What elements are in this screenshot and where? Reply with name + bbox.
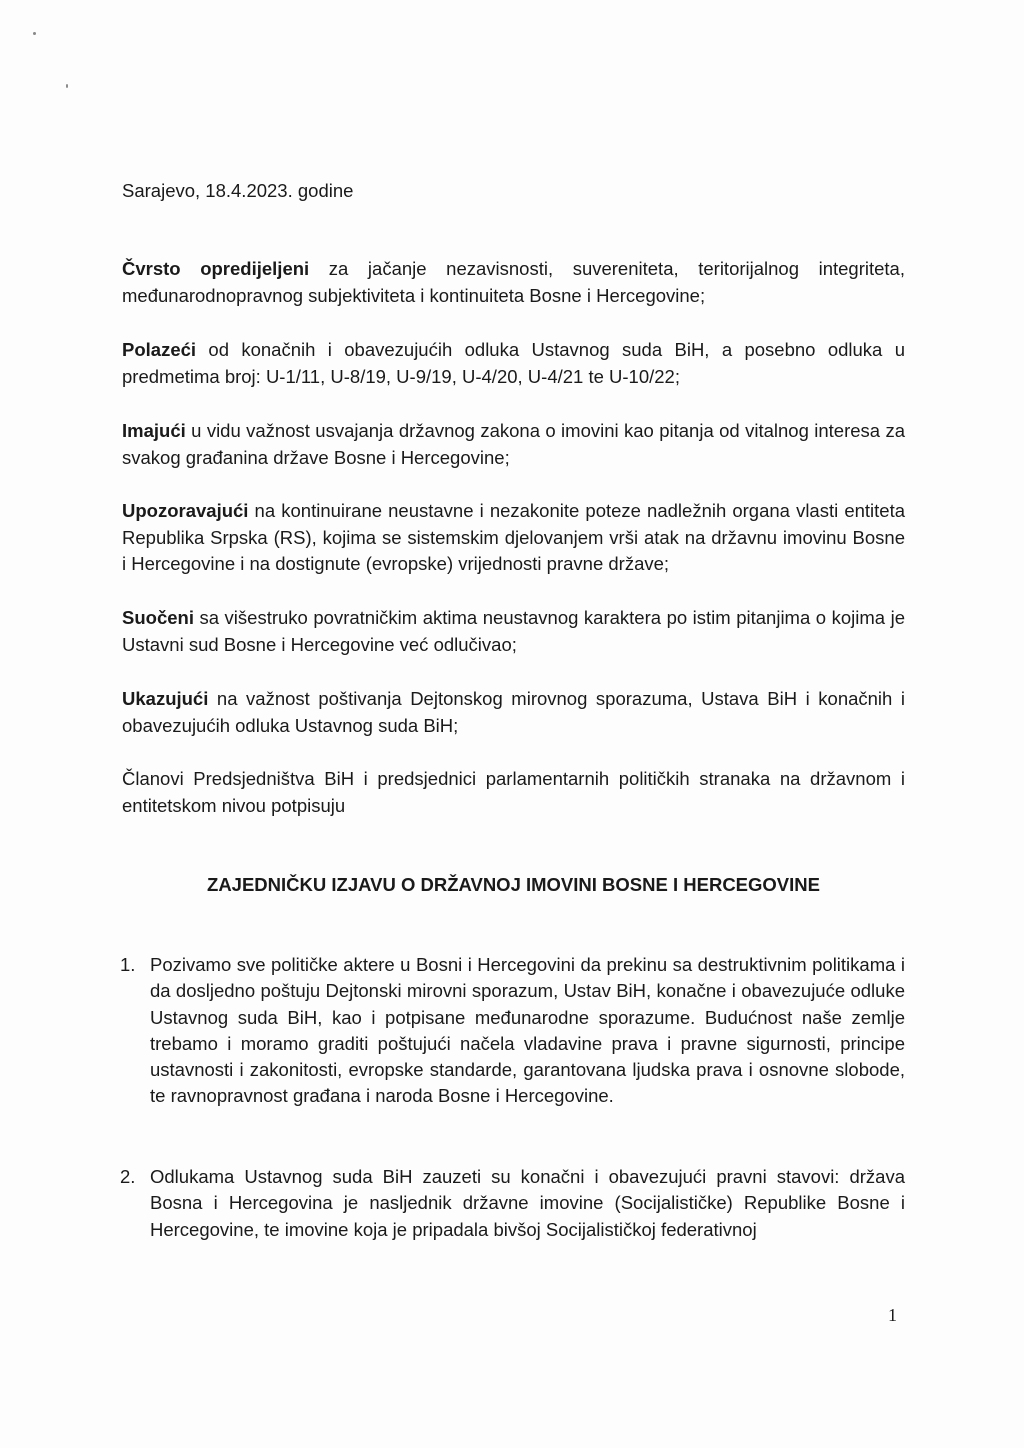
paragraph-lead: Ukazujući: [122, 688, 209, 709]
item-number: 1.: [120, 954, 136, 975]
paragraph-text: od konačnih i obavezujućih odluka Ustavnog suda BiH, a posebno odluka u predmetima broj: U-1/11, U-8/19, U-9/19, U-4/20, U-4/21 te U-10/22;: [122, 339, 905, 387]
preamble-paragraph-1: [122, 256, 905, 309]
preamble-paragraph-2: [122, 337, 905, 390]
item-number: 2.: [120, 1166, 136, 1187]
paragraph-text: na kontinuirane neustavne i nezakonite poteze nadležnih organa vlasti entiteta Republika Srpska (RS), kojima se sistemskim djelovanjem vrši atak na državnu imovinu Bosne i Hercegovine i na dostignute (evropske) vrijednosti pravne države;: [122, 500, 905, 574]
paragraph-text: za jačanje nezavisnosti, suvereniteta, teritorijalnog integriteta, međunarodnopravnog subjektiviteta i kontinuiteta Bosne i Hercegovine;: [122, 258, 905, 306]
paragraph-lead: Imajući: [122, 420, 186, 441]
preamble-paragraph-6: [122, 686, 905, 739]
preamble-paragraph-7: [122, 766, 905, 819]
paragraph-lead: Polazeći: [122, 339, 197, 360]
item-text: Odlukama Ustavnog suda BiH zauzeti su konačni i obavezujući pravni stavovi: država Bosna i Hercegovina je nasljednik državne imovine (Socijalističke) Republike Bosne i Hercegovine, te imovine koja je pripadala bivšoj Socijalističkoj federativnoj: [150, 1166, 905, 1240]
numbered-item-2: [120, 1164, 905, 1243]
paragraph-lead: Upozoravajući: [122, 500, 249, 521]
page-number: 1: [888, 1305, 897, 1325]
paragraph-text: u vidu važnost usvajanja državnog zakona o imovini kao pitanja od vitalnog interesa za svakog građanina države Bosne i Hercegovine;: [122, 420, 905, 468]
paragraph-text: na važnost poštivanja Dejtonskog mirovnog sporazuma, Ustava BiH i konačnih i obavezujućih odluka Ustavnog suda BiH;: [122, 688, 905, 736]
scan-speck: [33, 32, 36, 35]
paragraph-text: sa višestruko povratničkim aktima neustavnog karaktera po istim pitanjima o kojima je Ustavni sud Bosne i Hercegovine već odlučivao;: [122, 607, 905, 655]
declaration-heading: ZAJEDNIČKU IZJAVU O DRŽAVNOJ IMOVINI BOSNE I HERCEGOVINE: [207, 874, 820, 895]
paragraph-lead: Suočeni: [122, 607, 194, 628]
paragraph-text: Članovi Predsjedništva BiH i predsjednici parlamentarnih političkih stranaka na državnom i entitetskom nivou potpisuju: [122, 768, 905, 816]
item-text: Pozivamo sve političke aktere u Bosni i Hercegovini da prekinu sa destruktivnim politikama i da dosljedno poštuju Dejtonski mirovni sporazum, Ustav BiH, konačne i obavezujuće odluke Ustavnog suda BiH, kao i potpisane međunarodne sporazume. Budućnost naše zemlje trebamo i moramo graditi poštujući načela vladavine prava i pravne sigurnosti, principe ustavnosti i zakonitosti, evropske standarde, garantovana ljudska prava i osnovne slobode, te ravnopravnost građana i naroda Bosne i Hercegovine.: [150, 954, 905, 1107]
scan-speck: [66, 84, 68, 88]
preamble-paragraph-4: [122, 498, 905, 578]
preamble-paragraph-5: [122, 605, 905, 658]
preamble-paragraph-3: [122, 418, 905, 471]
date-line: Sarajevo, 18.4.2023. godine: [122, 180, 354, 201]
numbered-item-1: [120, 952, 905, 1110]
paragraph-lead: Čvrsto opredijeljeni: [122, 258, 310, 279]
